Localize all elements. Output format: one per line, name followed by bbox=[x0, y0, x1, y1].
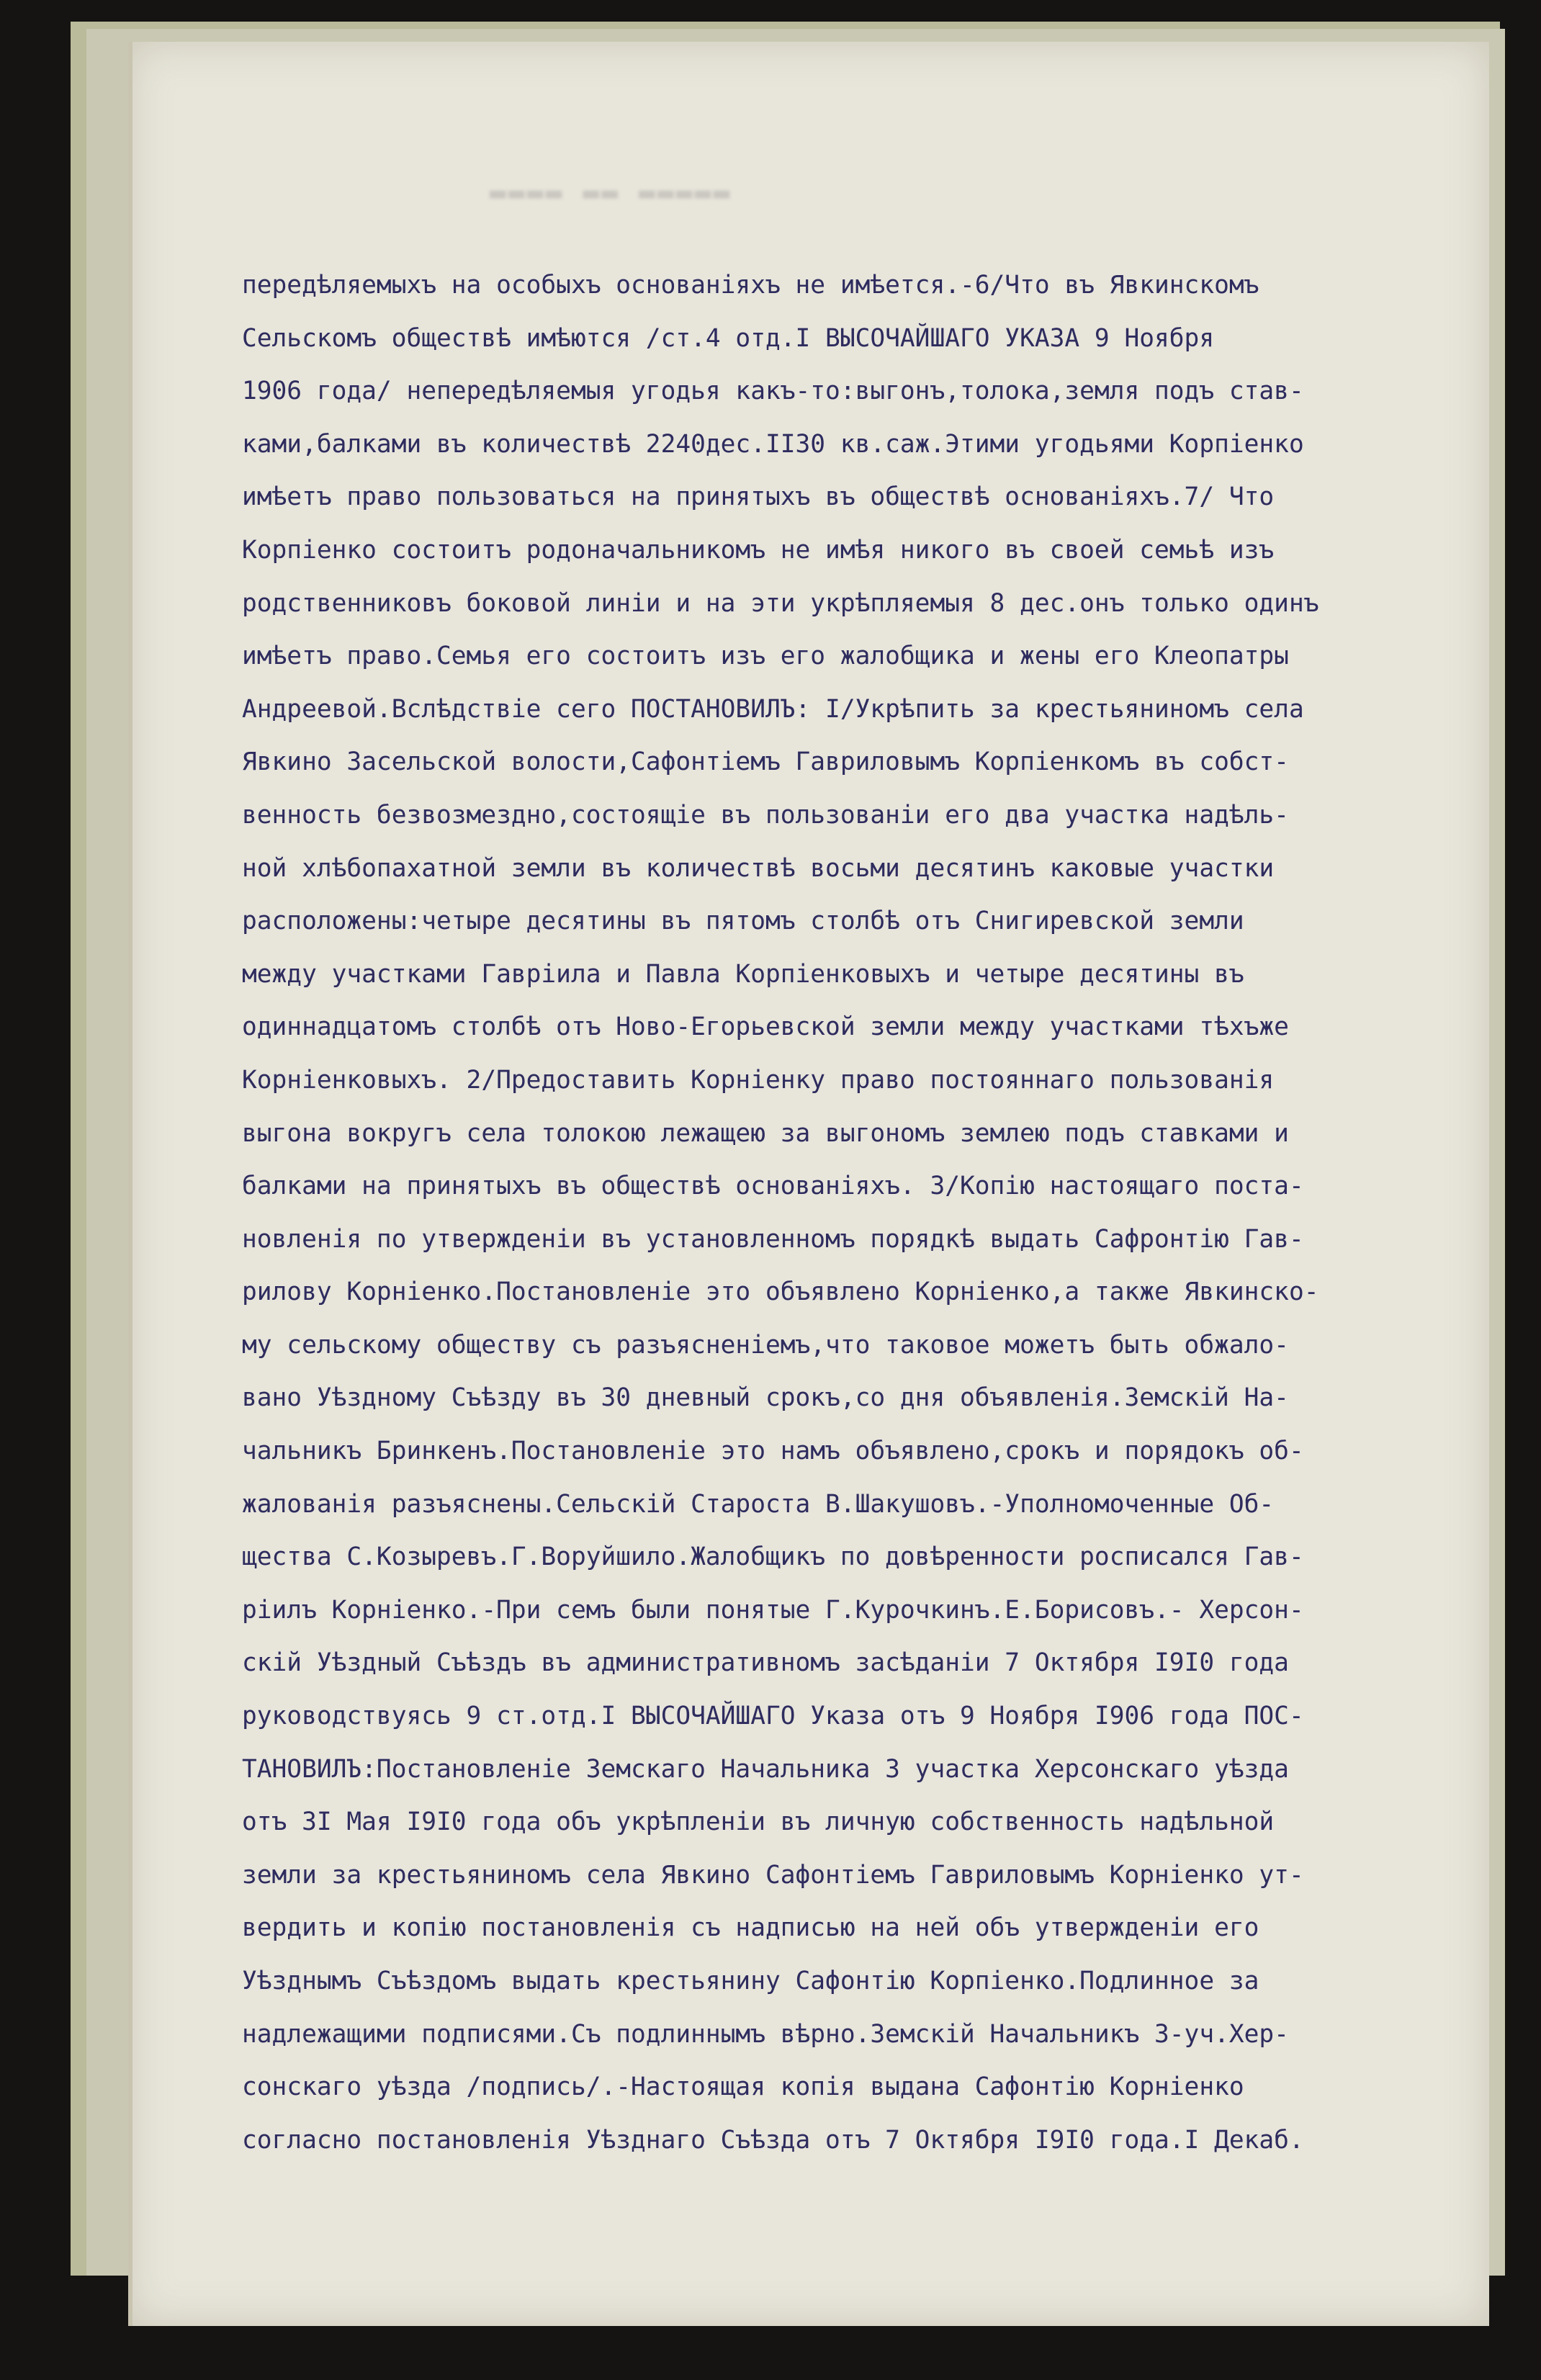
text-line: расположены:четыре десятины въ пятомъ столбѣ отъ Снигиревской земли bbox=[242, 907, 1244, 936]
text-line: руководствуясь 9 ст.отд.I ВЫСОЧАЙШАГО Указа отъ 9 Ноября I906 года ПОС- bbox=[242, 1702, 1304, 1731]
document-body bbox=[242, 259, 1481, 2167]
text-line: одиннадцатомъ столбѣ отъ Ново-Егорьевской земли между участками тѣхъже bbox=[242, 1012, 1289, 1042]
text-line: ками,балками въ количествѣ 2240дес.II30 кв.саж.Этими угодьями Корпіенко bbox=[242, 429, 1304, 459]
text-line: имѣетъ право.Семья его состоитъ изъ его жалобщика и жены его Клеопатры bbox=[242, 642, 1289, 671]
text-line: жалованія разъяснены.Сельскій Староста В.Шакушовъ.-Уполномоченные Об- bbox=[242, 1489, 1275, 1519]
text-line: выгона вокругъ села толокою лежащею за выгономъ землею подъ ставками и bbox=[242, 1118, 1289, 1148]
text-line: балками на принятыхъ въ обществѣ основаніяхъ. 3/Копію настоящаго поста- bbox=[242, 1172, 1304, 1201]
text-line: земли за крестьяниномъ села Явкино Сафонтіемъ Гавриловымъ Корніенко ут- bbox=[242, 1860, 1304, 1890]
text-line: рилову Корніенко.Постановленіе это объявлено Корніенко,а также Явкинско- bbox=[242, 1277, 1319, 1307]
page-binding-edge bbox=[128, 42, 132, 2326]
faded-header-stamp: ▬▬▬▬ ▬▬ ▬▬▬▬▬ bbox=[490, 176, 732, 208]
text-line: новленія по утвержденіи въ установленномъ порядкѣ выдать Сафронтію Гав- bbox=[242, 1224, 1304, 1254]
text-line: 1906 года/ непередѣляемыя угодья какъ-то:выгонъ,толока,земля подъ став- bbox=[242, 377, 1304, 406]
text-line: щества С.Козыревъ.Г.Воруйшило.Жалобщикъ по довѣренности росписался Гав- bbox=[242, 1542, 1304, 1572]
text-line: Андреевой.Вслѣдствіе сего ПОСТАНОВИЛЪ: I/Укрѣпить за крестьяниномъ села bbox=[242, 694, 1304, 724]
text-line: скій Уѣздный Съѣздъ въ административномъ засѣданіи 7 Октября I9I0 года bbox=[242, 1648, 1289, 1678]
text-line: сонскаго уѣзда /подпись/.-Настоящая копія выдана Сафонтію Корніенко bbox=[242, 2073, 1244, 2102]
text-line: ной хлѣбопахатной земли въ количествѣ восьми десятинъ каковые участки bbox=[242, 853, 1275, 883]
text-line: родственниковъ боковой линіи и на эти укрѣпляемыя 8 дес.онъ только одинъ bbox=[242, 588, 1319, 618]
text-line: имѣетъ право пользоваться на принятыхъ въ обществѣ основаніяхъ.7/ Что bbox=[242, 482, 1275, 512]
text-line: надлежащими подписями.Съ подлиннымъ вѣрно.Земскій Начальникъ 3-уч.Хер- bbox=[242, 2019, 1289, 2049]
text-line: Корпіенко состоитъ родоначальникомъ не имѣя никого въ своей семьѣ изъ bbox=[242, 535, 1275, 565]
text-line: ріилъ Корніенко.-При семъ были понятые Г.Курочкинъ.Е.Борисовъ.- Херсон- bbox=[242, 1595, 1304, 1625]
text-line: му сельскому обществу съ разъясненіемъ,что таковое можетъ быть обжало- bbox=[242, 1330, 1289, 1360]
text-line: Уѣзднымъ Съѣздомъ выдать крестьянину Сафонтію Корпіенко.Подлинное за bbox=[242, 1967, 1259, 1995]
text-line: Явкино Засельской волости,Сафонтіемъ Гавриловымъ Корпіенкомъ въ собст- bbox=[242, 747, 1289, 777]
text-line: вердить и копію постановленія съ надписью на ней объ утвержденіи его bbox=[242, 1913, 1259, 1943]
text-line: вано Уѣздному Съѣзду въ 30 дневный срокъ,со дня объявленія.Земскій На- bbox=[242, 1383, 1289, 1413]
text-line: чальникъ Бринкенъ.Постановленіе это намъ объявлено,срокъ и порядокъ об- bbox=[242, 1437, 1304, 1466]
text-line: между участками Гавріила и Павла Корпіенковыхъ и четыре десятины въ bbox=[242, 959, 1244, 989]
text-line: Сельскомъ обществѣ имѣются /ст.4 отд.I ВЫСОЧАЙШАГО УКАЗА 9 Ноября bbox=[242, 323, 1215, 353]
text-line: Корнiенковыхъ. 2/Предоставить Корніенку право постояннаго пользованія bbox=[242, 1065, 1275, 1095]
text-line: венность безвозмездно,состоящіе въ пользованіи его два участка надѣль- bbox=[242, 800, 1289, 830]
text-line: согласно постановленія Уѣзднаго Съѣзда отъ 7 Октября I9I0 года.I Декаб. bbox=[242, 2125, 1304, 2155]
text-line: передѣляемыхъ на особыхъ основаніяхъ не имѣется.-6/Что въ Явкинскомъ bbox=[242, 271, 1259, 300]
text-line: отъ 3I Мая I9I0 года объ укрѣпленіи въ личную собственность надѣльной bbox=[242, 1808, 1275, 1837]
text-line: ТАНОВИЛЪ:Постановленіе Земскаго Начальника 3 участка Херсонскаго уѣзда bbox=[242, 1754, 1289, 1784]
